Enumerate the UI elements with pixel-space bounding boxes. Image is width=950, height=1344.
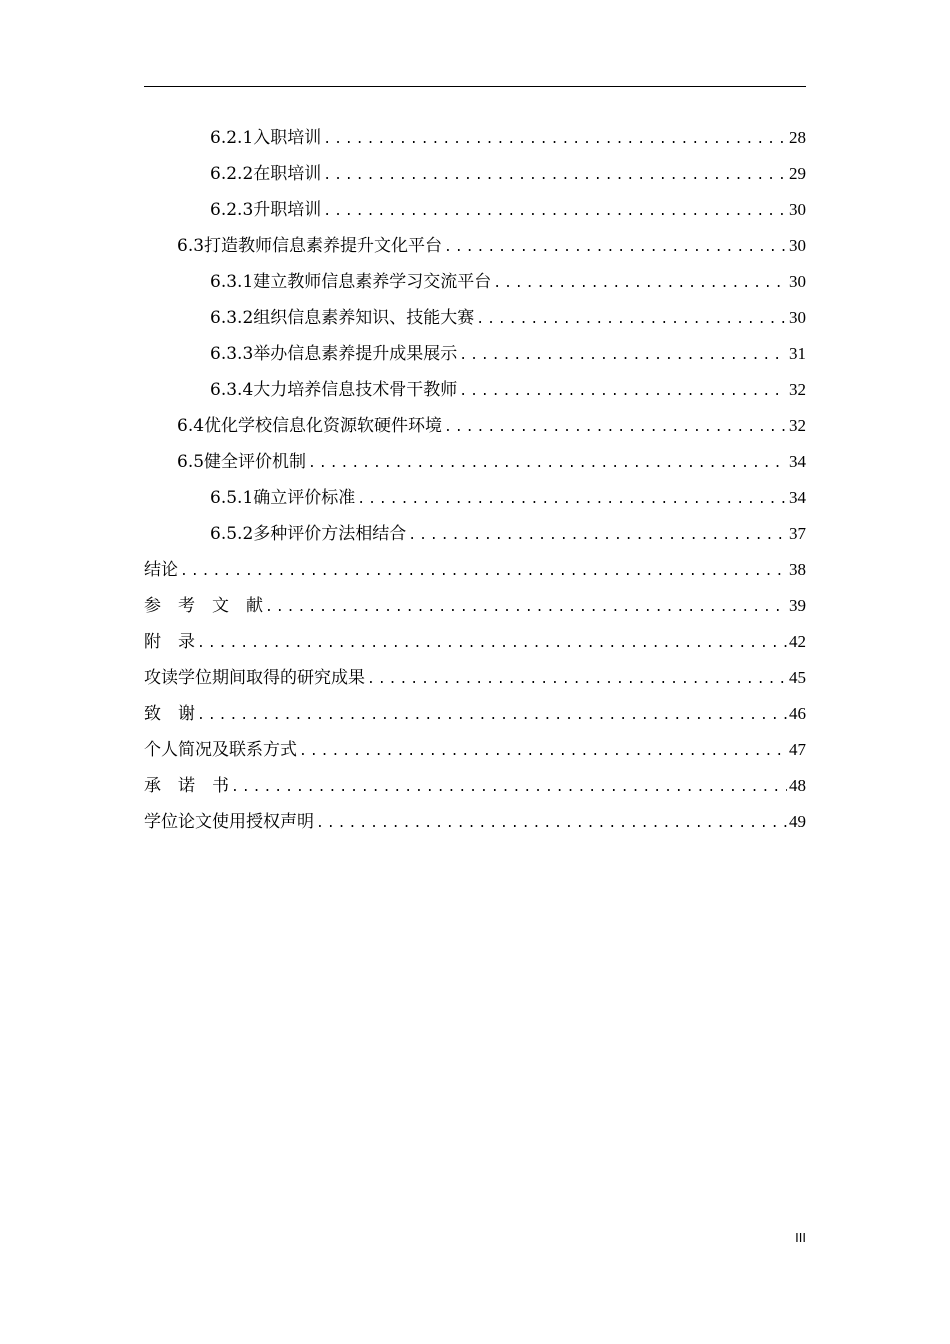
toc-entry-title: 结论 [144,560,178,580]
toc-entry-title: 学位论文使用授权声明 [144,812,314,832]
toc-page-number: 34 [789,452,806,471]
toc-entry-title: 6.5.2多种评价方法相结合 [210,524,407,544]
toc-entry-title: 6.5健全评价机制 [177,452,307,472]
toc-entry[interactable] [210,120,806,156]
toc-page-number: 31 [789,344,806,363]
toc-dot-leader [308,454,787,474]
toc-entry[interactable] [177,444,806,480]
toc-dot-leader [323,166,787,186]
toc-dot-leader [231,778,787,798]
toc-page-number: 49 [789,812,806,831]
toc-dot-leader [299,742,787,762]
toc-dot-leader [459,382,787,402]
toc-entry-title: 6.2.2在职培训 [210,164,322,184]
toc-entry[interactable] [210,516,806,552]
toc-entry[interactable] [144,768,806,804]
toc-dot-leader [197,706,787,726]
toc-entry-title: 6.3打造教师信息素养提升文化平台 [177,236,443,256]
toc-dot-leader [180,562,787,582]
toc-dot-leader [444,238,787,258]
toc-entry[interactable] [210,336,806,372]
toc-dot-leader [408,526,787,546]
header-rule [144,86,806,87]
toc-entry-title: 6.4优化学校信息化资源软硬件环境 [177,416,443,436]
toc-entry[interactable] [144,588,806,624]
toc-dot-leader [323,202,787,222]
toc-entry[interactable] [144,804,806,840]
toc-page-number: 46 [789,704,806,723]
toc-page-number: 48 [789,776,806,795]
toc-entry[interactable] [144,624,806,660]
toc-entry-title: 6.3.4大力培养信息技术骨干教师 [210,380,458,400]
toc-dot-leader [265,598,787,618]
toc-entry[interactable] [210,156,806,192]
toc-entry[interactable] [210,192,806,228]
toc-entry-title: 附 录 [144,632,195,652]
page-number-footer: III [795,1230,806,1245]
toc-page-number: 30 [789,308,806,327]
toc-page-number: 28 [789,128,806,147]
toc-entry-title: 参 考 文 献 [144,596,263,616]
toc-entry-title: 6.3.3举办信息素养提升成果展示 [210,344,458,364]
toc-page-number: 42 [789,632,806,651]
toc-entry[interactable] [144,732,806,768]
toc-dot-leader [459,346,787,366]
toc-page-number: 30 [789,236,806,255]
toc-dot-leader [444,418,787,438]
toc-dot-leader [357,490,787,510]
toc-entry-title: 6.3.1建立教师信息素养学习交流平台 [210,272,492,292]
toc-entry[interactable] [210,480,806,516]
toc-entry-title: 个人简况及联系方式 [144,740,297,760]
toc-page-number: 39 [789,596,806,615]
toc-page-number: 32 [789,416,806,435]
toc-dot-leader [197,634,787,654]
toc-entry[interactable] [210,264,806,300]
toc-page-number: 32 [789,380,806,399]
toc-entry-title: 攻读学位期间取得的研究成果 [144,668,365,688]
toc-page-number: 30 [789,200,806,219]
toc-entry[interactable] [210,300,806,336]
toc-entry-title: 6.5.1确立评价标准 [210,488,356,508]
toc-dot-leader [367,670,787,690]
toc-dot-leader [323,130,787,150]
toc-page-number: 38 [789,560,806,579]
toc-entry[interactable] [177,228,806,264]
toc-page-number: 47 [789,740,806,759]
toc-entry-title: 致 谢 [144,704,195,724]
toc-entry-title: 承 诺 书 [144,776,229,796]
toc-dot-leader [316,814,787,834]
toc-page-number: 45 [789,668,806,687]
toc-entry-title: 6.2.1入职培训 [210,128,322,148]
toc-page-number: 34 [789,488,806,507]
toc-entry[interactable] [144,552,806,588]
toc-entry[interactable] [144,696,806,732]
toc-entry[interactable] [210,372,806,408]
toc-entry-title: 6.3.2组织信息素养知识、技能大赛 [210,308,475,328]
toc-entry-title: 6.2.3升职培训 [210,200,322,220]
toc-page-number: 37 [789,524,806,543]
toc-entry[interactable] [177,408,806,444]
toc-entry[interactable] [144,660,806,696]
toc-dot-leader [476,310,787,330]
toc-dot-leader [493,274,787,294]
toc-page-number: 30 [789,272,806,291]
toc-page-number: 29 [789,164,806,183]
